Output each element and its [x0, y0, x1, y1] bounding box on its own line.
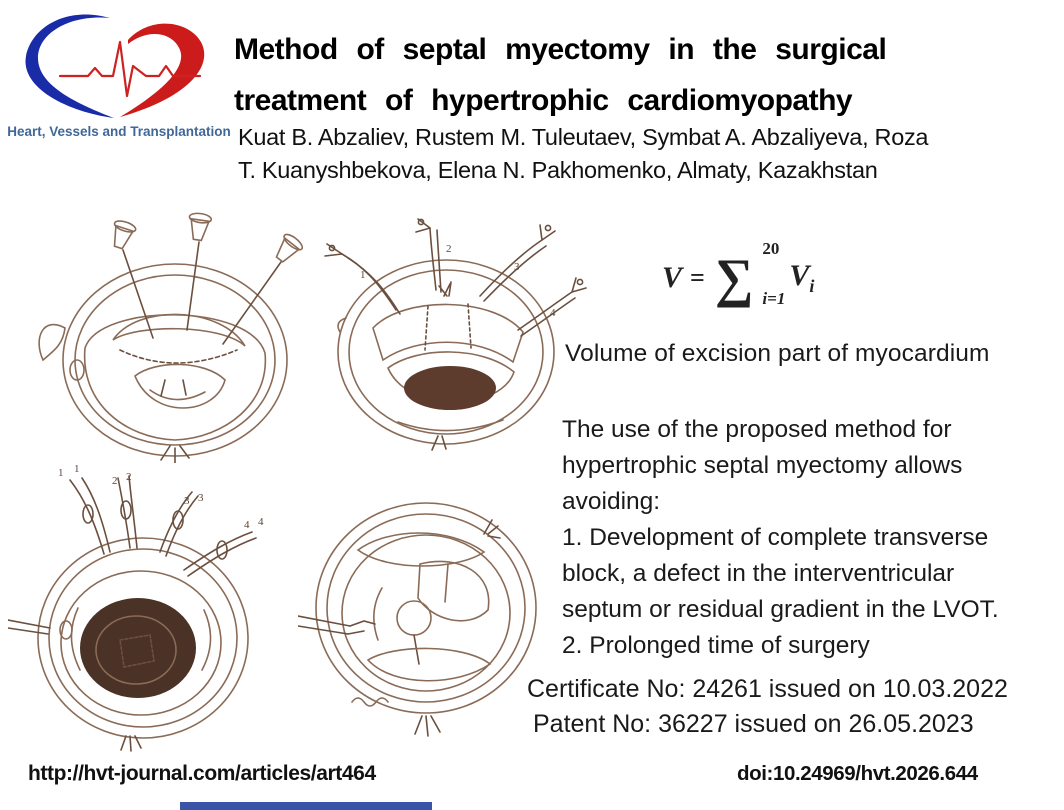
term-subscript: i [809, 276, 815, 296]
suture-label: 4 [550, 307, 556, 319]
title-line-1: Method of septal myectomy in the surgical [234, 33, 887, 66]
body-line: septum or residual gradient in the LVOT. [562, 596, 999, 623]
benefits-paragraph [562, 412, 1058, 664]
term-base: V [789, 259, 810, 292]
authors-line-1: Kuat B. Abzaliev, Rustem M. Tuleutaev, Symbat A. Abzaliyeva, Roza [238, 124, 929, 150]
authors [238, 121, 1054, 187]
surgical-illustration-3 [8, 458, 293, 753]
body-line: avoiding: [562, 488, 661, 515]
summed-term [789, 259, 814, 297]
surgical-illustration-2 [318, 200, 590, 455]
suture-label: 2 [112, 475, 118, 487]
page-title [234, 24, 1056, 126]
equals-sign: = [690, 263, 705, 292]
suture-label: 4 [244, 519, 250, 531]
logo-blue-swoosh [25, 14, 114, 118]
suture-label: 2 [446, 243, 452, 255]
journal-name: Heart, Vessels and Transplantation [7, 124, 231, 139]
authors-line-2: T. Kuanyshbekova, Elena N. Pakhomenko, Almaty, Kazakhstan [238, 157, 878, 183]
summation-notation [714, 239, 786, 308]
body-line: block, a defect in the interventricular [562, 560, 955, 587]
suture-label: 3 [514, 261, 520, 273]
article-url: http://hvt-journal.com/articles/art464 [28, 762, 376, 785]
surgical-illustration-4 [298, 468, 554, 753]
body-line: The use of the proposed method for [562, 416, 952, 443]
certification-block [527, 672, 1057, 741]
sum-upper-limit: 20 [762, 239, 780, 258]
sigma-icon: ∑ [714, 248, 754, 308]
certificate-line: Certificate No: 24261 issued on 10.03.2022 [527, 675, 1008, 703]
journal-logo [10, 4, 232, 122]
patent-line: Patent No: 36227 issued on 26.05.2023 [533, 709, 974, 738]
body-line: hypertrophic septal myectomy allows [562, 452, 963, 479]
suture-label: 3 [198, 492, 204, 504]
suture-label: 3 [184, 495, 190, 507]
title-line-2: treatment of hypertrophic cardiomyopathy [234, 84, 853, 117]
volume-formula [662, 240, 814, 316]
suture-label: 1 [74, 463, 80, 475]
surgical-illustration-1 [25, 198, 325, 463]
heart-ecg-logo-icon [10, 4, 232, 122]
suture-label: 1 [360, 269, 366, 281]
suture-label: 1 [58, 467, 64, 479]
formula-caption: Volume of excision part of myocardium [565, 340, 990, 367]
formula-lhs: V [662, 261, 683, 294]
body-line: 2. Prolonged time of surgery [562, 632, 870, 659]
body-line: 1. Development of complete transverse [562, 524, 989, 551]
suture-label: 2 [126, 471, 132, 483]
article-doi: doi:10.24969/hvt.2026.644 [737, 762, 978, 785]
bottom-blue-bar [180, 802, 432, 810]
sum-lower-limit: i=1 [762, 289, 786, 308]
suture-label: 4 [258, 516, 264, 528]
